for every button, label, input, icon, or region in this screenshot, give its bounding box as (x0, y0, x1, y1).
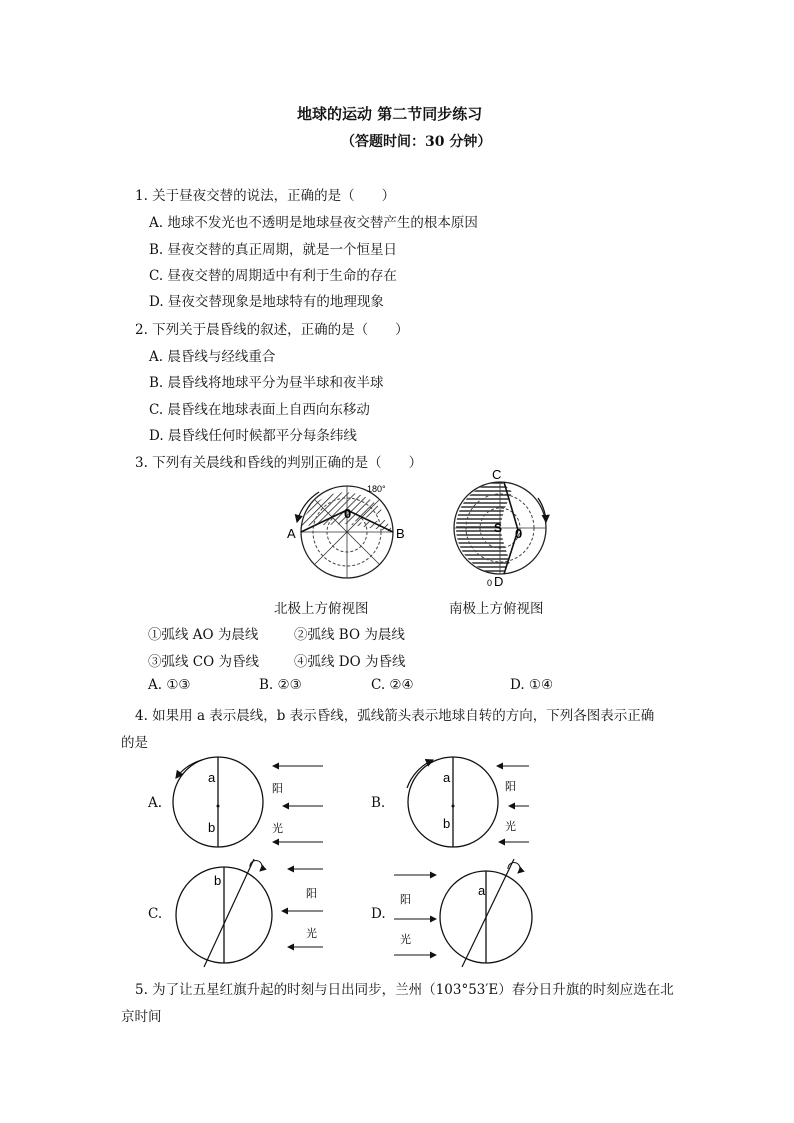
question-stem: 1. 关于昼夜交替的说法，正确的是（ ） (135, 188, 396, 204)
page-subtitle: （答题时间：30 分钟） (341, 134, 492, 150)
label-c: C (492, 467, 502, 482)
sun-label-2: 光 (400, 934, 411, 946)
option-a: A. 地球不发光也不透明是地球昼夜交替产生的根本原因 (149, 215, 478, 231)
statement-4: ④弧线 DO 为昏线 (294, 654, 406, 670)
question-stem: 3. 下列有关晨线和昏线的判别正确的是（ ） (135, 455, 423, 471)
option-c: C. 昼夜交替的周期适中有利于生命的存在 (149, 268, 397, 284)
label-a: a (478, 883, 486, 898)
option-a: A. 晨昏线与经线重合 (149, 349, 276, 365)
label-0-bottom: 0 (487, 578, 493, 588)
panel-a-label: A. (148, 795, 163, 811)
question-stem-line1: 5. 为了让五星红旗升起的时刻与日出同步，兰州（103°53′E）春分日升旗的时刻应选在北 (135, 982, 674, 998)
sun-label-1: 阳 (400, 894, 411, 906)
option-b: B. 昼夜交替的真正周期，就是一个恒星日 (149, 242, 398, 258)
south-pole-figure (444, 466, 556, 590)
page-title: 地球的运动 第二节同步练习 (297, 105, 483, 123)
label-0: 0 (515, 526, 523, 541)
question-stem-line1: 4. 如果用 a 表示晨线，b 表示昏线，弧线箭头表示地球自转的方向，下列各图表示正确 (135, 708, 655, 724)
label-s: S (494, 521, 503, 535)
panel-c-figure (168, 855, 328, 970)
panel-a-figure (168, 752, 328, 852)
south-caption: 南极上方俯视图 (449, 601, 544, 616)
statement-2: ②弧线 BO 为晨线 (294, 627, 405, 643)
question-stem-line2: 的是 (121, 735, 148, 751)
sun-label-1: 阳 (272, 783, 283, 795)
option-c: C. 晨昏线在地球表面上自西向东移动 (149, 402, 370, 418)
option-b: B. 晨昏线将地球平分为昼半球和夜半球 (149, 375, 384, 391)
sun-label-1: 阳 (505, 781, 516, 793)
statement-1: ①弧线 AO 为晨线 (148, 627, 259, 643)
statement-3: ③弧线 CO 为昏线 (148, 654, 259, 670)
sun-label-2: 光 (306, 928, 317, 940)
option-d: D. 昼夜交替现象是地球特有的地理现象 (149, 294, 384, 310)
sun-label-2: 光 (272, 823, 283, 835)
south-globe (454, 467, 546, 589)
choice-a: A. ①③ (148, 677, 191, 693)
north-globe (287, 484, 405, 578)
panel-b-label: B. (371, 795, 386, 811)
sun-label-1: 阳 (306, 888, 317, 900)
label-180: 180° (367, 484, 386, 494)
label-a: a (208, 770, 216, 785)
option-d: D. 晨昏线任何时候都平分每条纬线 (149, 428, 357, 444)
label-b: b (208, 820, 216, 835)
label-b: b (443, 816, 451, 831)
panel-b-figure (397, 752, 537, 852)
panel-d-label: D. (371, 906, 386, 922)
sun-label-2: 光 (505, 821, 516, 833)
north-caption: 北极上方俯视图 (274, 601, 369, 616)
label-0: 0 (344, 506, 352, 521)
label-a: a (443, 770, 451, 785)
question-stem: 2. 下列关于晨昏线的叙述，正确的是（ ） (135, 322, 409, 338)
label-a: A (287, 526, 296, 541)
question-stem-line2: 京时间 (121, 1009, 162, 1025)
label-b: b (214, 873, 222, 888)
choice-c: C. ②④ (371, 677, 414, 693)
panel-d-figure (390, 855, 540, 970)
panel-c-label: C. (148, 906, 163, 922)
label-b: B (396, 526, 405, 541)
choice-d: D. ①④ (510, 677, 554, 693)
choice-b: B. ②③ (259, 677, 302, 693)
north-pole-figure (285, 478, 413, 590)
label-d: D (494, 574, 504, 589)
